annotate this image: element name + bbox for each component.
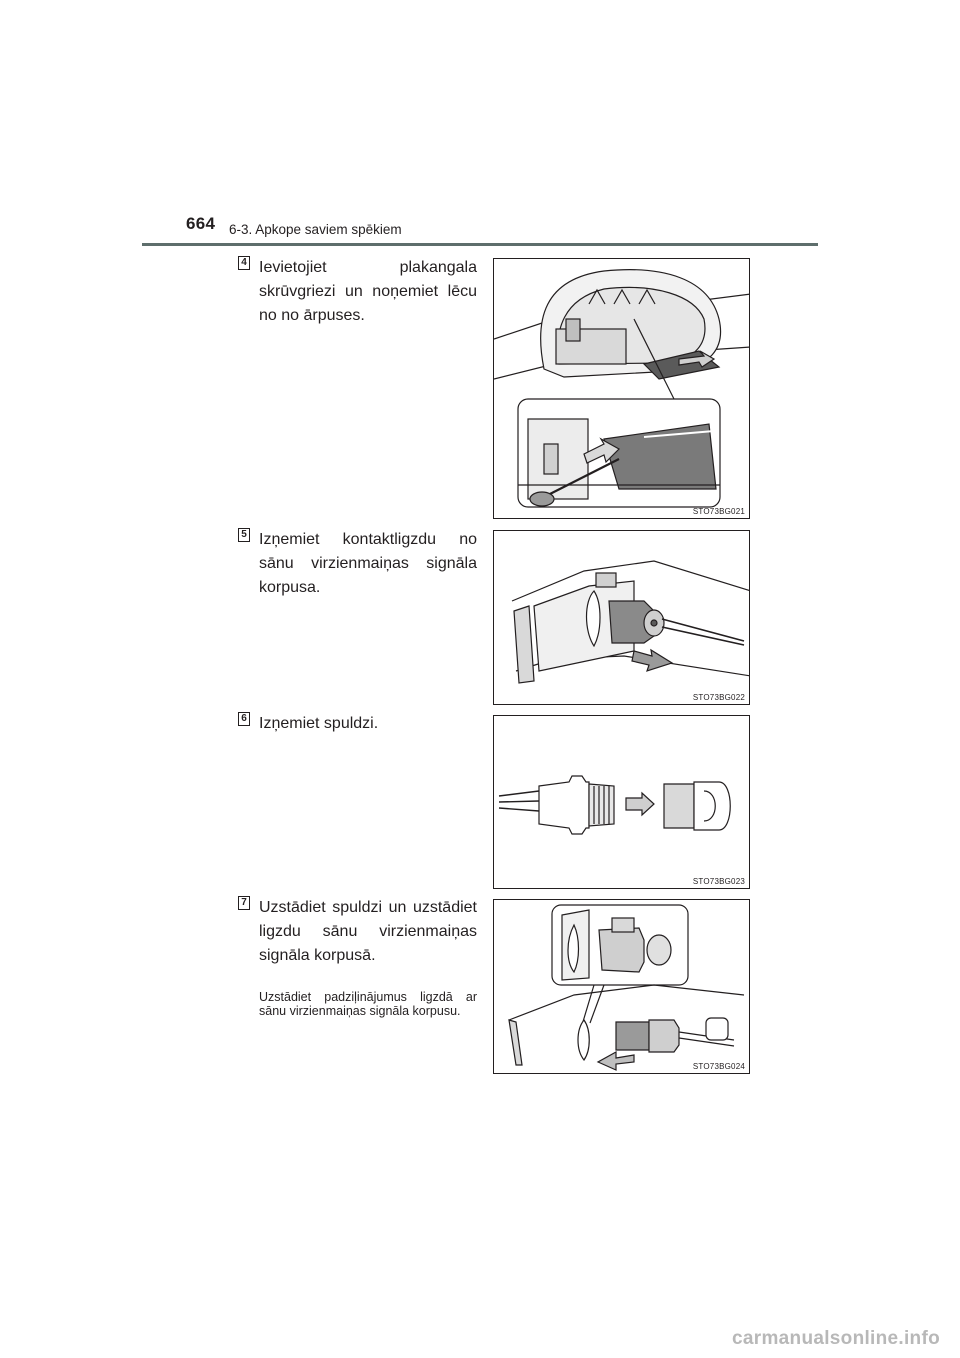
watermark: carmanualsonline.info (732, 1328, 940, 1349)
figure-bulb-installation (493, 899, 750, 1074)
bulb-install-illustration (494, 900, 750, 1074)
figure-code-STO73BG021: STO73BG021 (692, 507, 745, 516)
figure-code-STO73BG024: STO73BG024 (692, 1062, 745, 1071)
step-text-7: Uzstādiet spuldzi un uzstādiet ligzdu sānu virzienmaiņas signāla korpusā. (259, 899, 477, 964)
figure-code-STO73BG022: STO73BG022 (692, 693, 745, 702)
bulb-removal-illustration (494, 716, 750, 889)
step-text-6: Izņemiet spuldzi. (259, 715, 379, 732)
header-rule (142, 243, 818, 246)
step-badge-6: 6 (238, 712, 250, 726)
figure-code-STO73BG023: STO73BG023 (692, 877, 745, 886)
step-badge-7: 7 (238, 896, 250, 910)
figure-socket-removal (493, 530, 750, 705)
step-note-7: Uzstādiet padziļinājumus ligzdā ar sānu virzienmaiņas signāla korpusu. (259, 990, 477, 1018)
step-text-4: Ievietojiet plakangala skrūvgriezi un noņemiet lēcu no no ārpuses. (259, 259, 477, 324)
step-badge-4: 4 (238, 256, 250, 270)
step-text-5: Izņemiet kontaktligzdu no sānu virzienmaiņas signāla korpusa. (259, 531, 477, 596)
mirror-lens-illustration (494, 259, 750, 519)
figure-mirror-lens-removal (493, 258, 750, 519)
section-title: 6-3. Apkope saviem spēkiem (229, 222, 402, 237)
page-number: 664 (186, 214, 216, 233)
step-badge-5: 5 (238, 528, 250, 542)
socket-housing-illustration (494, 531, 750, 705)
figure-bulb-removal (493, 715, 750, 889)
